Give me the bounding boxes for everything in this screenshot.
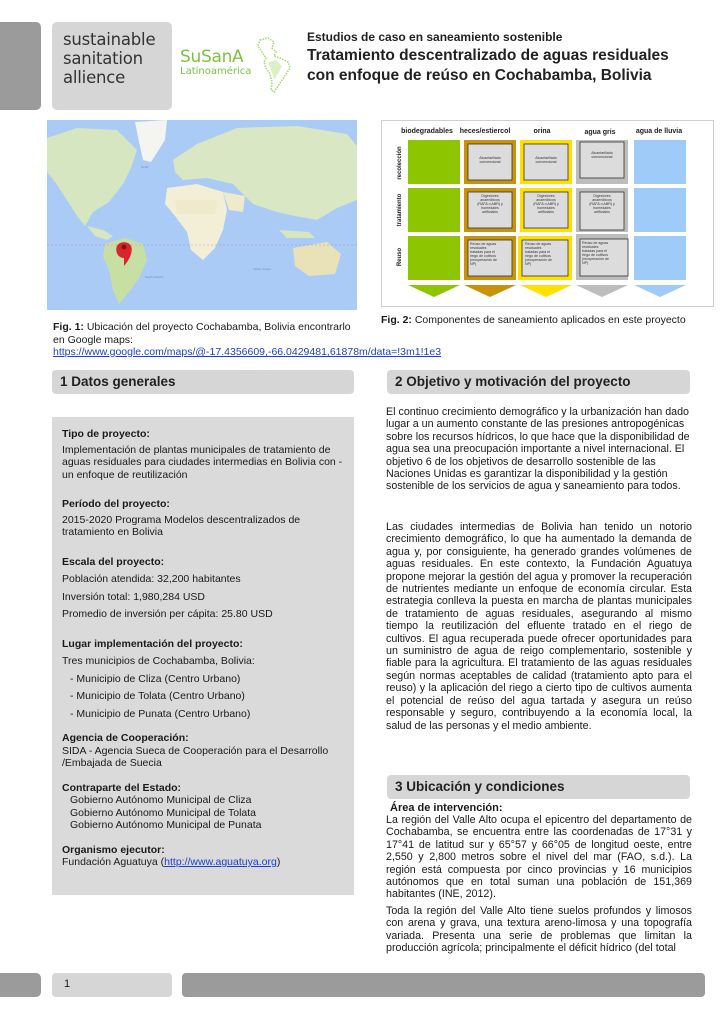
section-2-paragraph-2: Las ciudades intermedias de Bolivia han tenido un notorio crecimiento demográfico, lo que ha aumentado la demanda de agua y, por consiguiente, ha generado grandes volúmenes de aguas residuales. En este contexto, la Fundación Aguatuya propone mejorar la gestión del agua y promover la recuperación de nutrientes mediante un enfoque de economía circular. Esta estrategia conlleva la puesta en marcha de plantas municipales de tratamiento de aguas residuales, asegurando al mismo tiempo la reutilización del efluente tratado en el riego de cultivos. El agua recuperada puede ofrecer oportunidades para un suministro de agua de reigo complementario, sostenible y fiable para la agricultura. El tratamiento de las aguas residuales según normas aceptables de calidad (tratamiento apto para el reuso) y la aplicación del riego a cierto tipo de cultivos aumenta el potencial de reúso del agua tartada y asegura un reúso responsable y seguro, contribuyendo a la economía local, la salud de las personas y el medio ambiente. bbox=[386, 521, 692, 732]
document-title-line-1: Tratamiento descentralizado de aguas residuales bbox=[307, 47, 669, 64]
project-type-value: Implementación de plantas municipales de tratamiento de aguas residuales para ciudades intermedias en Bolivia con - un enfoque de reutilización bbox=[62, 443, 343, 481]
page-number: 1 bbox=[52, 973, 172, 997]
svg-text:residuales: residuales bbox=[525, 246, 542, 250]
svg-text:Alcantarillado: Alcantarillado bbox=[591, 151, 613, 155]
svg-text:anaeróbicos: anaeróbicos bbox=[536, 198, 556, 202]
svg-text:(recuperación de: (recuperación de bbox=[525, 258, 552, 262]
ssa-logo-line-2: sanitation bbox=[63, 49, 143, 68]
counterpart-item: Gobierno Autónomo Municipal de Punata bbox=[70, 819, 262, 831]
svg-text:artificiales: artificiales bbox=[538, 210, 554, 214]
counterpart-item: Gobierno Autónomo Municipal de Cliza bbox=[70, 794, 252, 806]
svg-text:tratamiento: tratamiento bbox=[397, 193, 403, 227]
implementation-place-intro: Tres municipios de Cochabamba, Bolivia: bbox=[62, 655, 255, 667]
project-period-label: Período del proyecto: bbox=[62, 498, 170, 510]
svg-text:Reúso de aguas: Reúso de aguas bbox=[525, 242, 552, 246]
cooperation-agency-value: SIDA - Agencia Sueca de Cooperación para el Desarrollo /Embajada de Suecia bbox=[62, 744, 329, 769]
total-investment: Inversión total: 1,980,284 USD bbox=[62, 590, 206, 603]
svg-text:(recuperación de: (recuperación de bbox=[470, 258, 497, 262]
svg-text:anaeróbicos: anaeróbicos bbox=[592, 198, 612, 202]
google-maps-link[interactable]: https://www.google.com/maps/@-17.4356609,-66.0429481,61878m/data=!3m1!1e3 bbox=[53, 346, 442, 358]
section-2-heading: 2 Objetivo y motivación del proyecto bbox=[387, 370, 690, 394]
figure-1-caption bbox=[53, 321, 442, 359]
population-served: Población atendida: 32,200 habitantes bbox=[62, 573, 241, 585]
svg-text:Reuso: Reuso bbox=[397, 247, 403, 267]
state-counterpart-label: Contraparte del Estado: bbox=[62, 781, 182, 794]
svg-text:tratadas para el: tratadas para el bbox=[470, 250, 495, 254]
svg-text:Indian Ocean: Indian Ocean bbox=[253, 267, 271, 271]
executing-agency-name: Fundación Aguatuya ( bbox=[62, 856, 165, 868]
svg-text:anaeróbicos: anaeróbicos bbox=[480, 198, 500, 202]
ssa-logo-line-3: allience bbox=[63, 68, 126, 87]
document-title-line-2: con enfoque de reúso en Cochabamba, Bolivia bbox=[307, 67, 652, 84]
svg-text:residuales: residuales bbox=[470, 246, 487, 250]
susana-logo bbox=[180, 48, 251, 78]
svg-text:(recuperación de: (recuperación de bbox=[582, 257, 609, 261]
counterpart-item: Gobierno Autónomo Municipal de Tolata bbox=[70, 806, 257, 819]
svg-text:residuales: residuales bbox=[582, 245, 599, 249]
svg-text:convencional: convencional bbox=[479, 160, 501, 164]
svg-text:NP): NP) bbox=[525, 262, 532, 266]
svg-text:Alcantarillado: Alcantarillado bbox=[479, 156, 501, 160]
document-series: Estudios de caso en saneamiento sostenible bbox=[307, 30, 563, 44]
footer-bar bbox=[182, 973, 705, 997]
figure-1-label: Fig. 1: bbox=[53, 321, 84, 333]
svg-text:orina: orina bbox=[533, 128, 551, 135]
svg-text:artificiales: artificiales bbox=[482, 210, 498, 214]
municipality-item: - Municipio de Punata (Centro Urbano) bbox=[70, 707, 251, 720]
susana-logo-name: SuSanA bbox=[180, 47, 244, 67]
executing-agency-label: Organismo ejecutor: bbox=[62, 843, 165, 856]
footer-side-tab bbox=[0, 973, 41, 997]
svg-text:Reúso de aguas: Reúso de aguas bbox=[470, 242, 497, 246]
intervention-area-heading: Área de intervención: bbox=[390, 802, 503, 814]
svg-text:tratadas para el: tratadas para el bbox=[525, 250, 550, 254]
executing-agency-value bbox=[62, 856, 354, 869]
figure-1-caption-text: Ubicación del proyecto Cochabamba, Bolivia encontrarlo en Google maps: bbox=[53, 321, 351, 346]
svg-text:humedales: humedales bbox=[593, 206, 611, 210]
section-3-heading: 3 Ubicación y condiciones bbox=[387, 775, 690, 799]
municipality-item: - Municipio de Tolata (Centro Urbano) bbox=[70, 690, 245, 702]
municipality-item: - Municipio de Cliza (Centro Urbano) bbox=[70, 672, 241, 685]
svg-text:convencional: convencional bbox=[591, 155, 613, 159]
ssa-logo-line-1: sustainable bbox=[63, 30, 156, 49]
section-2-paragraph-1: El continuo crecimiento demográfico y la urbanización han dado lugar a un aumento constante de las presiones antropogénicas sobre los recursos hídricos, lo que hace que la disponibilidad de agua sea una preocupación importante a nivel internacional. El objetivo 6 de los objetivos de desarrollo sostenible de las Naciones Unidas es garantizar la disponibilidad y la gestión sostenible de los servicios de agua y saneamiento para todos. bbox=[386, 406, 690, 493]
svg-text:riego de cultivos: riego de cultivos bbox=[525, 254, 551, 258]
cooperation-agency-label: Agencia de Cooperación: bbox=[62, 732, 189, 744]
svg-text:riego de cultivos: riego de cultivos bbox=[470, 254, 496, 258]
figure-2-caption bbox=[381, 314, 701, 327]
svg-text:biodegradables: biodegradables bbox=[401, 128, 453, 135]
figure-2-caption-text: Componentes de saneamiento aplicados en este proyecto bbox=[411, 314, 686, 326]
svg-text:artificiales: artificiales bbox=[594, 210, 610, 214]
svg-text:(RAFA o ABR) y: (RAFA o ABR) y bbox=[533, 202, 559, 206]
section-1-heading: 1 Datos generales bbox=[52, 370, 354, 394]
svg-text:agua de lluvia: agua de lluvia bbox=[635, 128, 683, 135]
svg-text:NP): NP) bbox=[470, 262, 477, 266]
header-text bbox=[307, 30, 707, 85]
project-type-label: Tipo de proyecto: bbox=[62, 428, 150, 440]
svg-text:Digestores: Digestores bbox=[593, 194, 611, 198]
sanitation-components-diagram bbox=[381, 120, 714, 307]
svg-text:NP): NP) bbox=[582, 261, 589, 265]
svg-text:Digestores: Digestores bbox=[537, 194, 555, 198]
implementation-place-label: Lugar implementación del proyecto: bbox=[62, 637, 243, 650]
svg-text:Digestores: Digestores bbox=[481, 194, 499, 198]
svg-text:North: North bbox=[141, 165, 149, 169]
svg-text:(RAFA o ABR) y: (RAFA o ABR) y bbox=[477, 202, 503, 206]
section-3-paragraph-1: La región del Valle Alto ocupa el epicentro del departamento de Cochabamba, se encuentra entre las coordenadas de 17°31 y 17°41 de latitud sur y 65°57 y 66°05 de longitud oeste, entre 2,550 y 2,800 metros sobre el nivel del mar (FAO, s.d.). La región está compuesta por cinco provincias y 16 municipios autónomos que en total suman una población de 151,369 habitantes (INE, 2012). bbox=[386, 814, 692, 901]
world-map-image bbox=[47, 120, 357, 310]
project-period-value: 2015-2020 Programa Modelos descentralizados de tratamiento en Bolivia bbox=[62, 513, 301, 538]
closing-paren: ) bbox=[276, 856, 281, 868]
aguatuya-link[interactable]: http://www.aguatuya.org bbox=[164, 856, 277, 868]
svg-text:recolección: recolección bbox=[397, 146, 403, 180]
svg-text:Alcantarillado: Alcantarillado bbox=[535, 156, 557, 160]
svg-text:agua gris: agua gris bbox=[584, 129, 616, 136]
ssa-logo bbox=[52, 22, 172, 110]
svg-text:humedales: humedales bbox=[537, 206, 555, 210]
svg-text:humedales: humedales bbox=[481, 206, 499, 210]
svg-text:heces/estiercol: heces/estiercol bbox=[459, 128, 511, 135]
svg-text:riego de cultivos: riego de cultivos bbox=[582, 253, 608, 257]
svg-text:convencional: convencional bbox=[535, 160, 557, 164]
project-scale-label: Escala del proyecto: bbox=[62, 555, 165, 568]
section-3-paragraph-2: Toda la región del Valle Alto tiene suelos profundos y limosos con arena y grava, una textura areno-limosa y una topografía variada. Presenta una serie de problemas que limitan la producción agrícola; principalmente el déficit hídrico (del total bbox=[386, 905, 692, 955]
latin-america-map-icon bbox=[254, 36, 294, 94]
per-capita-investment: Promedio de inversión per cápita: 25.80 USD bbox=[62, 608, 273, 620]
svg-text:tratadas para el: tratadas para el bbox=[582, 249, 607, 253]
svg-text:Reúso de aguas: Reúso de aguas bbox=[582, 241, 609, 245]
figure-2-label: Fig. 2: bbox=[381, 314, 412, 326]
svg-text:South Atlantic: South Atlantic bbox=[145, 275, 164, 279]
general-data-box bbox=[52, 417, 354, 895]
side-tab-decoration bbox=[0, 22, 41, 110]
svg-text:(RAFA o ABR) y: (RAFA o ABR) y bbox=[589, 202, 615, 206]
susana-logo-region: Latinoamérica bbox=[180, 66, 252, 77]
